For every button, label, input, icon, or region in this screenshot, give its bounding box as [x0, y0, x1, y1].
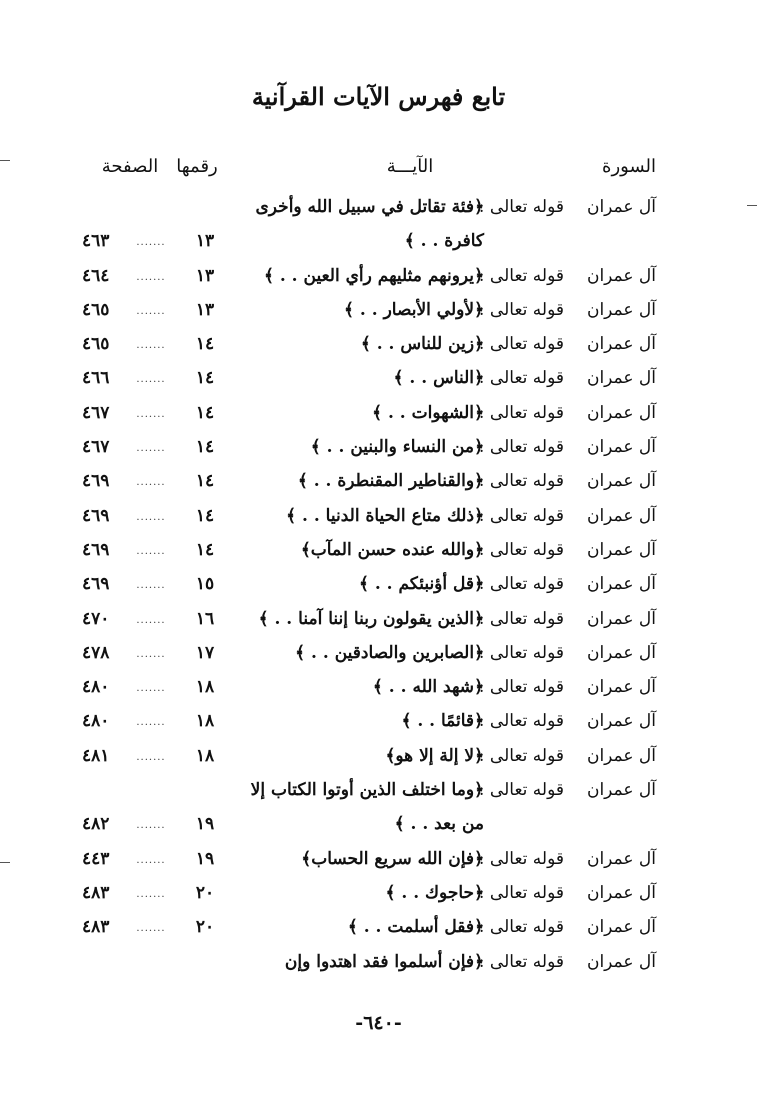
ayah-number: ١٦	[195, 608, 215, 629]
page-ref: ٤٨٠	[82, 711, 110, 732]
surah-name: آل عمران	[586, 539, 656, 560]
index-row	[0, 739, 757, 773]
page-ref: ٤٨١	[82, 745, 110, 766]
leader-dots: .......	[136, 237, 166, 249]
leader-dots: .......	[136, 408, 166, 420]
ayah-number: ١٣	[195, 299, 215, 320]
index-row	[0, 430, 757, 464]
header-surah: السورة	[602, 156, 656, 177]
page-ref: ٤٧٠	[82, 608, 110, 629]
leader-dots: .......	[136, 923, 166, 935]
verse-prefix: قوله تعالى :	[478, 642, 564, 663]
leader-dots: .......	[136, 717, 166, 729]
ayah-number: ١٨	[195, 711, 215, 732]
page-ref: ٤٦٦	[82, 368, 110, 389]
index-row	[0, 773, 757, 842]
ayah-number: ١٤	[195, 368, 215, 389]
leader-dots: .......	[136, 614, 166, 626]
index-row	[0, 704, 757, 738]
page-ref: ٤٦٩	[82, 574, 110, 595]
ayah-number: ١٤	[195, 334, 215, 355]
surah-name: آل عمران	[586, 437, 656, 458]
ayah-number: ١٤	[195, 402, 215, 423]
surah-name: آل عمران	[586, 780, 656, 801]
verse-text: ﴿الذين يقولون ربنا إننا آمنا . . ﴾	[258, 608, 484, 629]
page-ref: ٤٨٠	[82, 677, 110, 698]
index-row	[0, 259, 757, 293]
page-ref: ٤٦٥	[82, 334, 110, 355]
page-ref: ٤٦٩	[82, 471, 110, 492]
header-ayah: الآيـــة	[386, 156, 434, 177]
ayah-number: ١٩	[195, 814, 215, 835]
verse-text: ﴿زين للناس . . ﴾	[360, 334, 484, 355]
verse-prefix: قوله تعالى :	[478, 951, 564, 972]
ayah-number: ١٩	[195, 848, 215, 869]
verse-text: ﴿والقناطير المقنطرة . . ﴾	[297, 471, 484, 492]
ayah-number: ١٥	[195, 574, 215, 595]
leader-dots: .......	[136, 820, 166, 832]
verse-prefix: قوله تعالى :	[478, 368, 564, 389]
index-row	[0, 396, 757, 430]
verse-prefix: قوله تعالى :	[478, 265, 564, 286]
header-ayah-number: رقمها	[176, 156, 218, 177]
page-ref: ٤٦٧	[82, 437, 110, 458]
leader-dots: .......	[136, 305, 166, 317]
verse-prefix: قوله تعالى :	[478, 608, 564, 629]
index-row	[0, 670, 757, 704]
verse-text: ﴿من النساء والبنين . . ﴾	[310, 437, 484, 458]
ayah-number: ١٨	[195, 677, 215, 698]
verse-prefix: قوله تعالى :	[478, 780, 564, 801]
index-row	[0, 567, 757, 601]
verse-prefix: قوله تعالى :	[478, 539, 564, 560]
scan-margin-mark	[0, 862, 10, 863]
page-ref: ٤٦٥	[82, 299, 110, 320]
ayah-number: ١٨	[195, 745, 215, 766]
verse-text: ﴿وما اختلف الذين أوتوا الكتاب إلا من بعد . . ﴾	[250, 780, 484, 835]
index-row	[0, 876, 757, 910]
surah-name: آل عمران	[586, 265, 656, 286]
ayah-number: ١٤	[195, 539, 215, 560]
verse-prefix: قوله تعالى :	[478, 505, 564, 526]
index-row	[0, 842, 757, 876]
index-row	[0, 190, 757, 259]
page-ref: ٤٨٣	[82, 917, 110, 938]
leader-dots: .......	[136, 271, 166, 283]
verse-text: ﴿فئة تقاتل في سبيل الله وأخرى كافرة . . ﴾	[255, 197, 484, 252]
index-row	[0, 499, 757, 533]
verse-prefix: قوله تعالى :	[478, 848, 564, 869]
verse-text: ﴿الصابرين والصادقين . . ﴾	[295, 642, 484, 663]
page-ref: ٤٦٩	[82, 539, 110, 560]
verse-text: ﴿ذلك متاع الحياة الدنيا . . ﴾	[286, 505, 484, 526]
verse-text: ﴿قل أؤنبئكم . . ﴾	[358, 574, 484, 595]
verse-text: ﴿يرونهم مثليهم رأي العين . . ﴾	[263, 265, 484, 286]
surah-name: آل عمران	[586, 882, 656, 903]
ayah-number: ١٣	[195, 231, 215, 252]
verse-text: ﴿حاجوك . . ﴾	[385, 882, 484, 903]
page-ref: ٤٦٧	[82, 402, 110, 423]
leader-dots: .......	[136, 374, 166, 386]
ayah-number: ١٧	[195, 642, 215, 663]
verse-text: ﴿فإن أسلموا فقد اهتدوا وإن	[284, 951, 484, 972]
surah-name: آل عمران	[586, 745, 656, 766]
leader-dots: .......	[136, 477, 166, 489]
index-row	[0, 327, 757, 361]
index-row	[0, 910, 757, 944]
page-title: تابع فهرس الآيات القرآنية	[251, 82, 506, 111]
verse-prefix: قوله تعالى :	[478, 197, 564, 217]
leader-dots: .......	[136, 511, 166, 523]
verse-prefix: قوله تعالى :	[478, 334, 564, 355]
verse-text: ﴿لا إلة إلا هو﴾	[385, 745, 484, 766]
index-row	[0, 945, 757, 979]
index-row	[0, 361, 757, 395]
page-ref: ٤٦٣	[82, 231, 110, 252]
surah-name: آل عمران	[586, 574, 656, 595]
verse-prefix: قوله تعالى :	[478, 882, 564, 903]
ayah-number: ١٤	[195, 437, 215, 458]
scan-margin-mark	[747, 205, 757, 206]
verse-prefix: قوله تعالى :	[478, 299, 564, 320]
leader-dots: .......	[136, 340, 166, 352]
surah-name: آل عمران	[586, 608, 656, 629]
surah-name: آل عمران	[586, 471, 656, 492]
ayah-number: ١٤	[195, 505, 215, 526]
surah-name: آل عمران	[586, 368, 656, 389]
verse-prefix: قوله تعالى :	[478, 917, 564, 938]
verse-text: ﴿الشهوات . . ﴾	[372, 402, 484, 423]
ayah-number: ١٤	[195, 471, 215, 492]
leader-dots: .......	[136, 545, 166, 557]
verse-prefix: قوله تعالى :	[478, 437, 564, 458]
verse-text: ﴿والله عنده حسن المآب﴾	[300, 539, 484, 560]
surah-name: آل عمران	[586, 951, 656, 972]
index-row	[0, 602, 757, 636]
verse-prefix: قوله تعالى :	[478, 402, 564, 423]
leader-dots: .......	[136, 888, 166, 900]
index-table	[0, 190, 757, 979]
ayah-number: ١٣	[195, 265, 215, 286]
surah-name: آل عمران	[586, 299, 656, 320]
leader-dots: .......	[136, 580, 166, 592]
page-ref: ٤٦٩	[82, 505, 110, 526]
leader-dots: .......	[136, 751, 166, 763]
verse-text: ﴿لأولي الأبصار . . ﴾	[344, 299, 484, 320]
page-ref: ٤٨٢	[82, 814, 110, 835]
page-number: -٦٤٠-	[355, 1012, 402, 1034]
index-row	[0, 636, 757, 670]
verse-text: ﴿الناس . . ﴾	[393, 368, 484, 389]
surah-name: آل عمران	[586, 334, 656, 355]
index-row	[0, 464, 757, 498]
page-ref: ٤٦٤	[82, 265, 110, 286]
surah-name: آل عمران	[586, 848, 656, 869]
ayah-number: ٢٠	[195, 917, 215, 938]
surah-name: آل عمران	[586, 642, 656, 663]
scan-margin-mark	[0, 160, 10, 161]
verse-text: ﴿قائمًا . . ﴾	[401, 711, 484, 732]
verse-text: ﴿شهد الله . . ﴾	[372, 677, 484, 698]
leader-dots: .......	[136, 443, 166, 455]
verse-prefix: قوله تعالى :	[478, 574, 564, 595]
verse-prefix: قوله تعالى :	[478, 711, 564, 732]
page-ref: ٤٤٣	[82, 848, 110, 869]
surah-name: آل عمران	[586, 917, 656, 938]
verse-text: ﴿فقل أسلمت . . ﴾	[347, 917, 484, 938]
verse-prefix: قوله تعالى :	[478, 471, 564, 492]
verse-prefix: قوله تعالى :	[478, 745, 564, 766]
surah-name: آل عمران	[586, 197, 656, 217]
verse-text: ﴿فإن الله سريع الحساب﴾	[301, 848, 484, 869]
page-ref: ٤٨٣	[82, 882, 110, 903]
leader-dots: .......	[136, 683, 166, 695]
ayah-number: ٢٠	[195, 882, 215, 903]
index-row	[0, 293, 757, 327]
surah-name: آل عمران	[586, 677, 656, 698]
verse-prefix: قوله تعالى :	[478, 677, 564, 698]
header-page: الصفحة	[101, 156, 159, 177]
page-ref: ٤٧٨	[82, 642, 110, 663]
leader-dots: .......	[136, 648, 166, 660]
surah-name: آل عمران	[586, 505, 656, 526]
index-row	[0, 533, 757, 567]
surah-name: آل عمران	[586, 402, 656, 423]
surah-name: آل عمران	[586, 711, 656, 732]
leader-dots: .......	[136, 854, 166, 866]
